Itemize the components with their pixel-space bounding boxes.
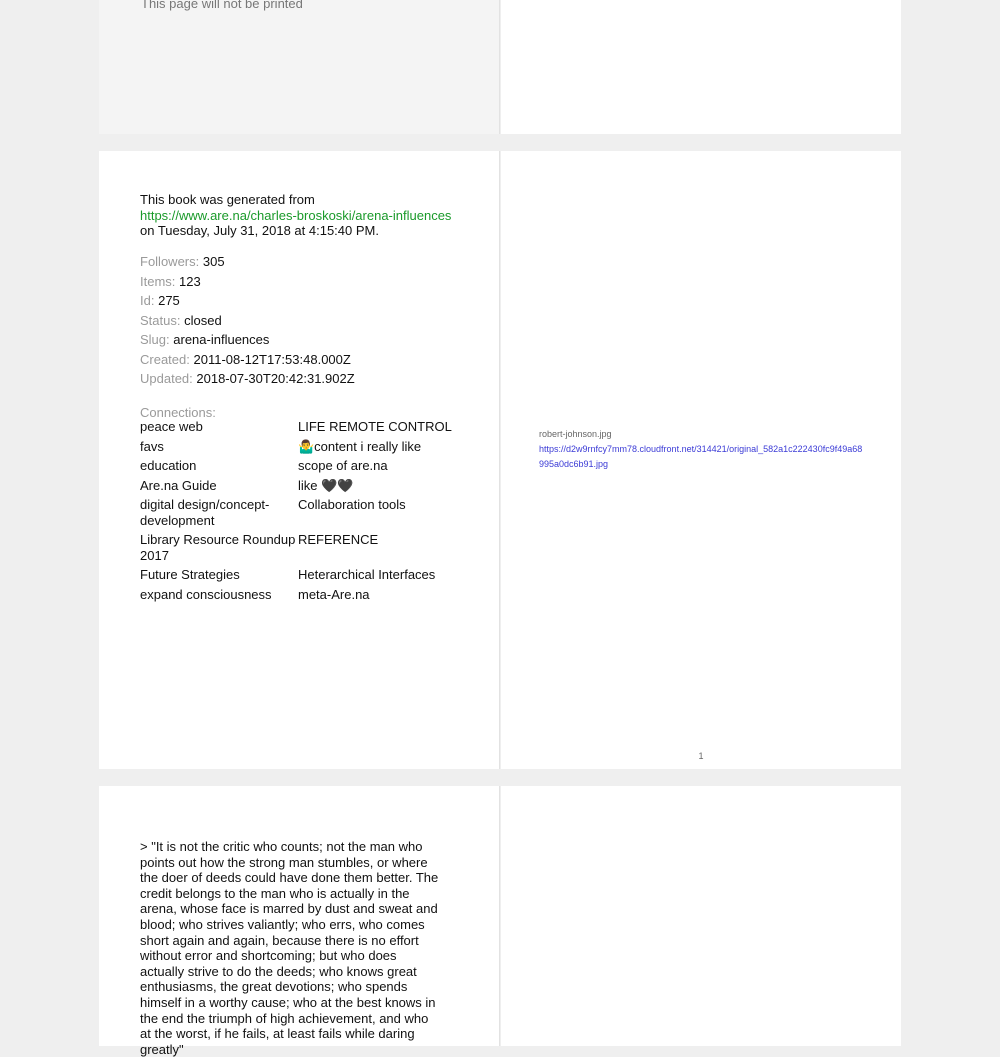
channel-metadata [140, 252, 470, 389]
meta-slug: Slug: arena-influences [140, 332, 270, 347]
date-line: on Tuesday, July 31, 2018 at 4:15:40 PM. [140, 223, 379, 238]
connection-item: Library Resource Roundup 2017 [140, 532, 296, 563]
info-page [99, 151, 500, 769]
connection-item: 🤷‍♂️content i really like [298, 438, 422, 454]
source-link[interactable]: https://www.are.na/charles-broskoski/arena-influences [140, 207, 452, 223]
quote-text: > "It is not the critic who counts; not the man who points out how the strong man stumbles, or where the doer of deeds could have done them better. The credit belongs to the man who is actually in the arena, whose face is marred by dust and sweat and blood; who strives valiantly; who errs, who comes short again and again, because there is no effort without error and shortcoming; but who does actually strive to do the deeds; who knows great enthusiasms, the great devotions; who spends himself in a worthy cause; who at the best knows in the end the triumph of high achievement, and who at the worst, if he fails, at least fails while daring greatly" [140, 839, 439, 1057]
connection-item: LIFE REMOTE CONTROL [298, 419, 452, 434]
meta-followers: Followers: 305 [140, 254, 225, 269]
connection-item: digital design/concept-development [140, 497, 270, 528]
unprinted-page [99, 0, 500, 134]
connection-item: education [140, 458, 197, 473]
spread-top [99, 0, 901, 134]
unprinted-notice: This page will not be printed [141, 0, 303, 11]
quote-page [99, 786, 500, 1057]
meta-items: Items: 123 [140, 273, 201, 289]
generation-info [140, 192, 470, 239]
meta-updated: Updated: 2018-07-30T20:42:31.902Z [140, 371, 355, 386]
connection-item: meta-Are.na [298, 586, 370, 602]
connection-item: favs [140, 438, 164, 454]
image-page [501, 151, 901, 769]
connections-title: Connections: [140, 405, 216, 420]
connection-item: REFERENCE [298, 532, 379, 547]
connections-list [140, 419, 470, 606]
connection-item: Heterarchical Interfaces [298, 567, 436, 582]
connection-item: Future Strategies [140, 567, 240, 582]
blank-page [501, 786, 901, 1046]
page-number: 1 [698, 751, 704, 761]
generated-line: This book was generated from [140, 192, 315, 207]
meta-id: Id: 275 [140, 293, 180, 308]
connection-item: like 🖤🖤 [298, 477, 354, 493]
connection-item: expand consciousness [140, 586, 272, 602]
figure-caption [539, 427, 865, 472]
figure-filename: robert-johnson.jpg [539, 429, 612, 439]
meta-status: Status: closed [140, 312, 222, 328]
meta-created: Created: 2011-08-12T17:53:48.000Z [140, 351, 351, 367]
blank-page [501, 0, 901, 134]
spread-quote [99, 786, 901, 1057]
figure-url-link[interactable]: https://d2w9rnfcy7mm78.cloudfront.net/314421/original_582a1c222430fc9f49a68995a0dc6b91.jpg [539, 444, 863, 469]
connection-item: peace web [140, 419, 203, 434]
connection-item: Collaboration tools [298, 497, 406, 512]
connection-item: Are.na Guide [140, 477, 217, 493]
spread-info [99, 151, 901, 769]
connection-item: scope of are.na [298, 458, 388, 473]
